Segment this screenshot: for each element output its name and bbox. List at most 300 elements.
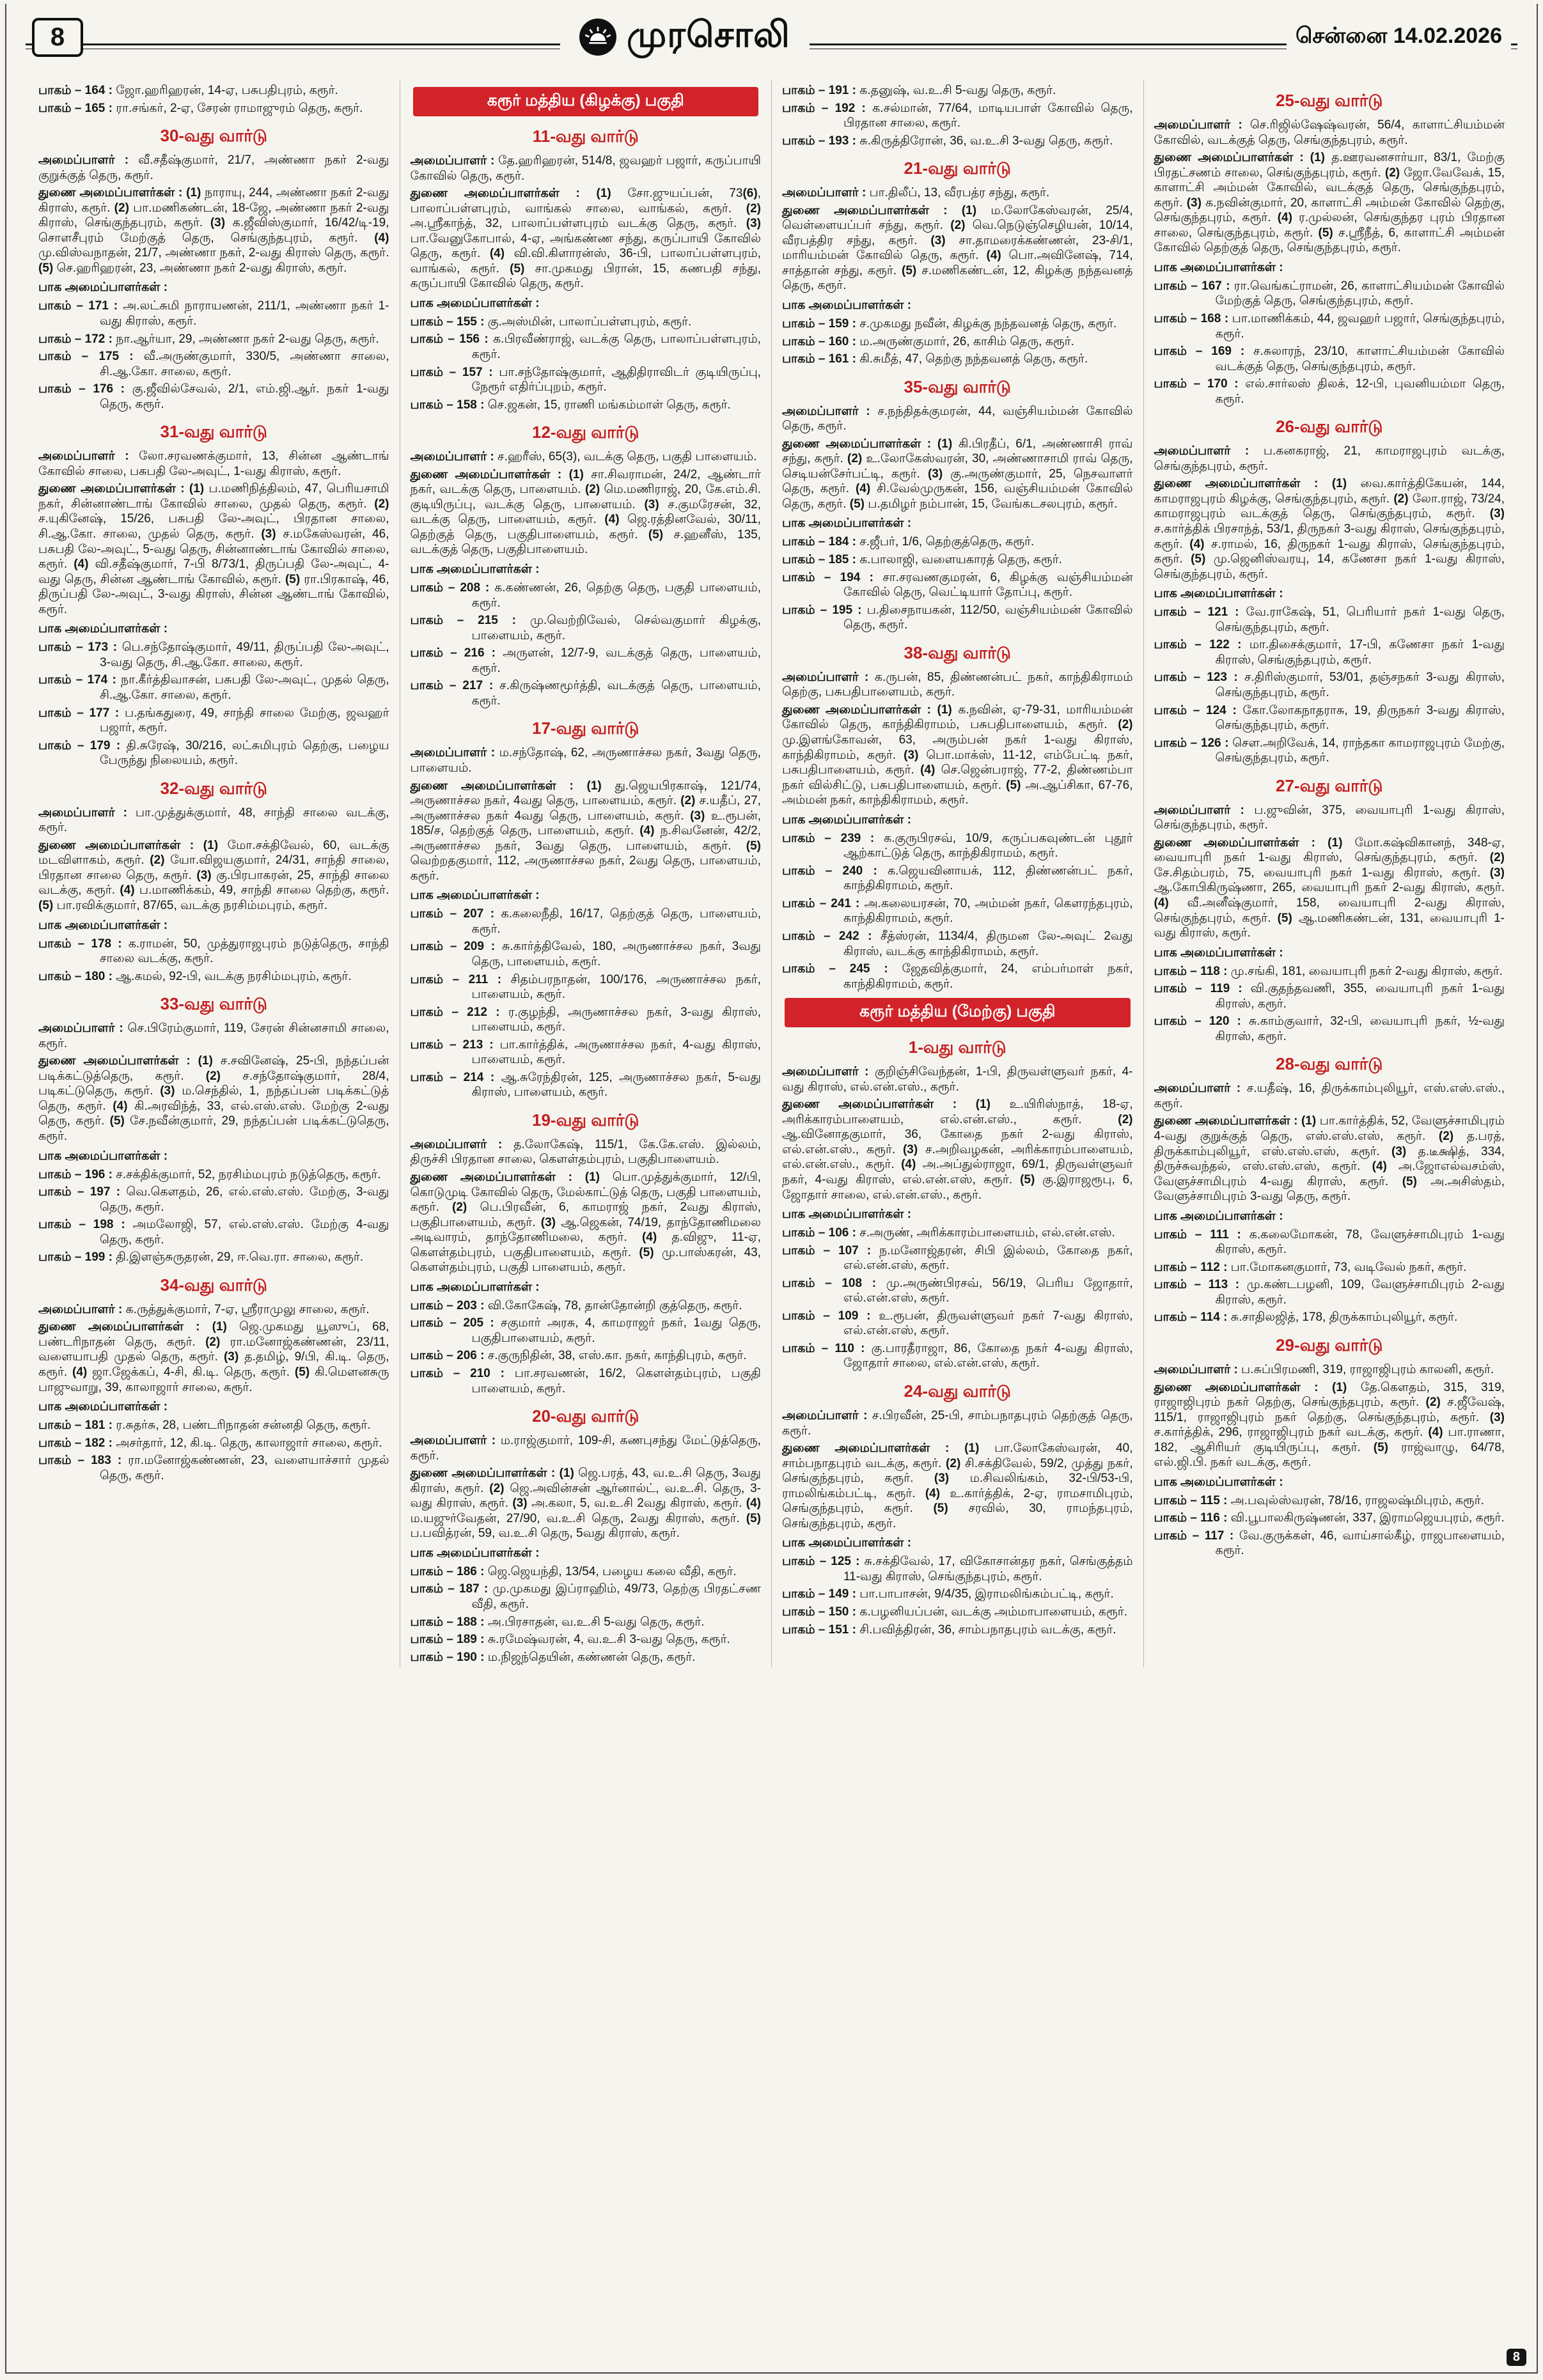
deputies-paragraph: துணை அமைப்பாளர்கள் : (1) து.ஜெயபிரகாஷ், 121/74, அருணாச்சல நகர், 4வது தெரு, பாளையம், கரூர். (2) ச.யதீப், 27, அருணாச்சல நகர் 4வது தெரு, பாளையம், கரூர். (3) உ.ரூபன், 185/ச, தெற்குத் தெரு, பாளையம், கரூர். (4) ந.சிவனேன், 42/2, அருணாச்சல நகர், 3வது தெரு, பாளையம், கரூர். (5) வெற்றதகுமார், 112, அருணாச்சல நகர், 2வது தெரு, பாளையம், கரூர். <box>410 779 761 883</box>
part-number-label: பாகம் – 212 : <box>410 1005 508 1019</box>
deputy-index: (1) <box>1301 1114 1317 1128</box>
part-number-label: பாகம் – 188 : <box>410 1615 488 1629</box>
organizer-paragraph: அமைப்பாளர் : க.ருபன், 85, திண்ணன்பட் நகர், காந்திகிராமம் தெற்கு, பசுபதிபாளையம், கரூர். <box>782 670 1133 699</box>
part-number-label: பாகம் – 208 : <box>410 581 495 595</box>
ward-title: 24-வது வார்டு <box>904 1381 1011 1401</box>
deputy-index: (4) <box>120 883 135 898</box>
page-header <box>6 4 1537 70</box>
ward-section <box>782 1038 1133 1371</box>
part-number-label: பாகம் – 110 : <box>782 1341 872 1355</box>
ward-section <box>782 643 1133 992</box>
deputy-index: (2) <box>205 1069 221 1083</box>
part-number-label: பாகம் – 181 : <box>38 1419 116 1433</box>
part-number-label: பாகம் – 123 : <box>1154 671 1244 685</box>
part-entry: பாகம் – 196 : ச.சக்திக்குமார், 52, நரசிம்மபுரம் நடுத்தெரு, கரூர். <box>38 1167 381 1181</box>
part-number-label: பாகம் – 241 : <box>782 896 865 910</box>
ward-section <box>38 994 389 1265</box>
ward-title: 31-வது வார்டு <box>160 422 267 442</box>
part-number-label: பாகம் – 173 : <box>38 641 122 655</box>
part-entry: பாகம் – 214 : ஆ.சுரேந்திரன், 125, அருணாச்சல நகர், 5-வது கிராஸ், பாளையம், கரூர். <box>410 1070 761 1100</box>
part-number-label: பாகம் – 206 : <box>410 1349 488 1363</box>
news-column-4 <box>1143 81 1516 1667</box>
organizer-paragraph: அமைப்பாளர் : ச.யதீஷ், 16, திருக்காம்புலியூர், எஸ்.எஸ்.எஸ்., கரூர். <box>1154 1082 1505 1110</box>
deputy-index: (1) <box>198 1054 213 1068</box>
deputy-index: (2) <box>1118 1112 1133 1126</box>
part-number-label: பாகம் – 170 : <box>1154 377 1246 391</box>
part-entry: பாகம் – 216 : அருளன், 12/7-9, வடக்குத் தெரு, பாளையம், கரூர். <box>410 646 761 675</box>
ward-section <box>411 127 762 412</box>
deputy-index: (3) <box>1489 507 1505 521</box>
deputies-label: துணை அமைப்பாளர்கள் : <box>1154 477 1332 491</box>
deputy-index: (5) <box>1006 778 1021 792</box>
part-entry: பாகம் – 120 : சு.காம்குவார், 32-பி, வையாபுரி நகர், ½-வது கிராஸ், கரூர். <box>1154 1015 1505 1043</box>
part-entry: பாகம் – 199 : தி.இளஞ்சுருதரன், 29, ஈ.வெ.ரா. சாலை, கரூர். <box>38 1250 364 1264</box>
part-entry: பாகம் – 212 : ர.குழந்தி, அருணாச்சல நகர், 3-வது கிராஸ், பாளையம், கரூர். <box>410 1005 761 1034</box>
part-entry: பாகம் – 167 : ரா.வெங்கட்ராமன், 26, காளாட்சியம்மன் கோவில் மேற்குத் தெரு, செங்குந்தபுரம், கரூர். <box>1154 279 1505 308</box>
part-number-label: பாகம் – 171 : <box>38 299 123 313</box>
page-number: 8 <box>50 22 65 51</box>
part-entry: பாகம் – 182 : அசர்தார், 12, கி.டி. தெரு, காலாஜார் சாலை, கரூர். <box>38 1436 382 1450</box>
deputy-index: (3) <box>927 467 943 481</box>
part-entry: பாகம் – 157 : பா.சந்தோஷ்குமார், ஆதிதிராவிடர் குடியிருப்பு, நேரூர் எதிர்ப்புறம், கரூர். <box>410 365 762 394</box>
part-number-label: பாகம் – 180 : <box>38 969 116 983</box>
deputies-label: துணை அமைப்பாளர்கள் : <box>38 1320 212 1334</box>
deputy-index: (1) <box>586 779 602 793</box>
deputies-label: துணை அமைப்பாளர்கள் : <box>38 482 189 496</box>
ward-title: 29-வது வார்டு <box>1276 1335 1383 1355</box>
ward-section <box>782 159 1133 366</box>
part-entry: பாகம் – 123 : ச.திரிஸ்குமார், 53/01, தஞ்சநகர் 3-வது கிராஸ், செங்குந்தபுரம், கரூர். <box>1154 671 1505 699</box>
part-number-label: பாகம் – 185 : <box>782 553 860 567</box>
part-entry: பாகம் – 158 : செ.ஜகன், 15, ராணி மங்கம்மாள் தெரு, கரூர். <box>410 398 731 412</box>
part-entry: பாகம் – 107 : ந.மனோஜ்தரன், சிபி இல்லம், கோதை நகர், எல்.என்.எஸ், கரூர். <box>782 1243 1133 1273</box>
deputy-index: (4) <box>74 557 89 572</box>
page-number-box <box>32 18 83 57</box>
part-entry: பாகம் – 125 : சு.சக்திவேல், 17, விகோசான்தர நகர், செங்குத்தம் 11-வது கிராஸ், செங்குந்தபுரம், கரூர். <box>782 1555 1133 1583</box>
part-entry: பாகம் – 215 : மு.வெற்றிவேல், செல்வகுமார் கிழக்கு, பாளையம், கரூர். <box>410 614 762 642</box>
part-entry: பாகம் – 115 : அ.பவுல்ஸ்வரன், 78/16, ராஜலஷ்மிபுரம், கரூர். <box>1154 1493 1484 1507</box>
deputy-index: (5) <box>38 898 54 912</box>
deputy-index: (2) <box>150 853 165 867</box>
part-entry: பாகம் – 210 : பா.சரவணன், 16/2, கௌள்தம்புரம், பகுதி பாளையம், கரூர். <box>410 1367 761 1396</box>
deputies-paragraph: துணை அமைப்பாளர்கள் : (1) சா.சிவராமன், 24/2, ஆண்டார் நகர், வடக்கு தெரு, பாளையம். (2) மெ.மணிராஜ், 20, கே.எம்.சி. குடியிருப்பு, வடக்கு தெரு, பாளையம். (3) ச.குமரேசன், 32, வடக்கு தெரு, பாளையம், கரூர். (4) ஜெ.ரத்தினவேல், 30/11, தெற்குத் தெரு, பகுதிபாளையம், கரூர். (5) ச.ஹனீஸ், 135, வடக்குத் தெரு, பகுதிபாளையம். <box>410 467 762 557</box>
deputy-index: (1) <box>189 482 205 496</box>
deputies-paragraph: துணை அமைப்பாளர்கள் : (1) கி.பிரதீப், 6/1, அண்ணாசி ராவ் சந்து, கரூர். (2) உ.லோகேஸ்வரன், 30, அண்ணாசாமி ராவ் தெரு, செடியன்சேர்பட்டி, கரூர். (3) கு.அருண்குமார், 25, நெசவாளர் தெரு, கரூர். (4) சி.வேல்முருகன், 156, வஞ்சியம்மன் கோவில் தெரு, கரூர். (5) ப.தமிழர் நம்பான், 15, வேங்கடசலபுரம், கரூர். <box>782 437 1133 511</box>
part-number-label: பாகம் – 192 : <box>782 101 873 115</box>
deputy-index: (3) <box>934 1472 950 1486</box>
part-entry: பாகம் – 213 : பா.கார்த்திக், அருணாச்சல நகர், 4-வது கிராஸ், பாளையம், கரூர். <box>410 1038 761 1067</box>
organizer-paragraph: அமைப்பாளர் : ப.சுப்பிரமணி, 319, ராஜாஜிபுரம் காலனி, கரூர். <box>1154 1363 1494 1376</box>
part-entry: பாகம் – 118 : மு.சங்கி, 181, வையாபுரி நகர் 2-வது கிராஸ், கரூர். <box>1154 964 1503 978</box>
ward-title: 20-வது வார்டு <box>532 1406 639 1426</box>
deputies-paragraph: துணை அமைப்பாளர்கள் : (1) ஜெ.பரத், 43, வ.உ.சி தெரு, 3வது கிராஸ், கரூர். (2) ஜெ.அவின்சன் ஆர்னால்ட், வ.உ.சி. தெரு, 3-வது கிராஸ், கரூர். (3) அ.கலா, 5, வ.உ.சி 2வது கிராஸ், கரூர். (4) ம.யஜுர்வேதன், 27/90, வ.உ.சி தெரு, 2வது கிராஸ், கரூர். (5) ப.பவித்ரன், 59, வ.உ.சி தெரு, 5வது கிராஸ், கரூர். <box>410 1466 761 1541</box>
part-entry: பாகம் – 172 : நா.ஆர்யா, 29, அண்ணா நகர் 2-வது தெரு, கரூர். <box>38 332 379 346</box>
deputies-label: துணை அமைப்பாளர்கள் : <box>38 838 203 852</box>
part-number-label: பாகம் – 198 : <box>38 1218 133 1232</box>
part-number-label: பாகம் – 174 : <box>38 673 121 687</box>
part-number-label: பாகம் – 196 : <box>38 1167 116 1181</box>
ward-section <box>411 1110 762 1396</box>
part-entry: பாகம் – 122 : மா.திசைக்குமார், 17-பி, கணேசா நகர் 1-வது கிராஸ், செங்குந்தபுரம், கரூர். <box>1154 638 1505 667</box>
deputy-index: (5) <box>1318 226 1333 240</box>
part-entry: பாகம் – 192 : க.சல்மான், 77/64, மாடியபாள் கோவில் தெரு, பிரதான சாலை, கரூர். <box>782 101 1133 130</box>
deputies-paragraph: துணை அமைப்பாளர்கள் : (1) ம.லோகேஸ்வரன், 25/4, வெள்ளையப்பர் சந்து, கரூர். (2) வெ.நெடுஞ்செழியன், 10/14, வீரபத்திர சந்து, கரூர். (3) சா.தாமரைக்கண்ணன், 23-சி/1, மாரியம்மன் கோவில் தெரு, கரூர். (4) பொ.அவினேஷ், 714, சாத்தான் சந்து, கரூர். (5) ச.மணிகண்டன், 12, கிழக்கு நந்தவனத் தெரு, கரூர். <box>782 203 1133 293</box>
deputy-index: (4) <box>920 763 936 777</box>
news-column-1 <box>28 81 400 1667</box>
organizer-label: அமைப்பாளர் : <box>782 1409 872 1422</box>
ward-title: 32-வது வார்டு <box>160 778 267 798</box>
ward-title: 28-வது வார்டு <box>1276 1054 1383 1074</box>
part-number-label: பாகம் – 207 : <box>410 907 501 921</box>
organizer-paragraph: அமைப்பாளர் : செ.ரிஜில்ஷேஷ்வரன், 56/4, காளாட்சியம்மன் கோவில், வடக்குத் தெரு, செங்குந்தபுரம், கரூர். <box>1154 118 1505 147</box>
deputy-index: (4) <box>113 1099 128 1113</box>
booth-organizers-label: பாக அமைப்பாளர்கள் : <box>410 889 540 903</box>
part-number-label: பாகம் – 183 : <box>38 1454 129 1468</box>
part-number-label: பாகம் – 182 : <box>38 1436 116 1450</box>
deputies-paragraph: துணை அமைப்பாளர்கள் : (1) பா.கார்த்திக், 52, வேளுச்சாமிபுரம் 4-வது குறுக்குத் தெரு, எஸ்.எஸ்.எஸ், கரூர். (2) த.பரத், திருக்காம்புலியூர், எஸ்.எஸ்.எஸ், கரூர். (3) த.டீக்ஷித், 334, திருச்சுவந்தல், எஸ்.எஸ்.எஸ், கரூர். (4) அ.ஜோஎல்வசம்ஸ், வேளுச்சாமிபுரம் 4-வது கிராஸ், கரூர். (5) அ.அசிஸ்தம், வேளுச்சாமிபுரம் 3-வது தெரு, கரூர். <box>1154 1114 1505 1204</box>
part-entry: பாகம் – 109 : உ.ரூபன், திருவள்ளுவர் நகர் 7-வது கிராஸ், எல்.என்.எஸ், கரூர். <box>782 1309 1133 1338</box>
deputies-paragraph: துணை அமைப்பாளர்கள் : (1) நாராயு, 244, அண்ணா நகர் 2-வது கிராஸ், கரூர். (2) பா.மணிகண்டன், 18-ஜே, அண்ணா நகர் 2-வது கிராஸ், செங்குந்தபுரம், கரூர். (3) க.ஜீவிஸ்குமார், 16/42/டி-19, சொளசீபுரம் மேற்குத் தெரு, செங்குந்தபுரம், கரூர். (4) மு.விஸ்வநாதன், 21/7, அண்ணா நகர், 2-வது கிராஸ் தெரு, கரூர். (5) செ.ஹரிஹரன், 23, அண்ணா நகர் 2-வது கிராஸ், கரூர். <box>38 186 389 275</box>
part-entry: பாகம் – 116 : வி.பூபாலகிருஷ்ணன், 337, இராமஜெயபுரம், கரூர். <box>1154 1511 1505 1525</box>
deputy-index: (3) <box>930 233 946 247</box>
part-number-label: பாகம் – 108 : <box>782 1276 886 1290</box>
part-number-label: பாகம் – 106 : <box>782 1226 860 1240</box>
deputy-index: (6) <box>742 187 758 201</box>
part-entry: பாகம் – 169 : ச.சுலாரந், 23/10, காளாட்சியம்மன் கோவில் வடக்குத் தெரு, செங்குந்தபுரம், கரூர். <box>1154 345 1505 373</box>
deputy-index: (1) <box>1328 836 1343 850</box>
organizer-paragraph: அமைப்பாளர் : குறிஞ்சிவேந்தன், 1-பி, திருவள்ளுவர் நகர், 4-வது கிராஸ், எல்.என்.எஸ்., கரூர். <box>782 1065 1133 1094</box>
ward-section <box>782 1381 1133 1637</box>
ward-section <box>1154 417 1505 765</box>
deputy-index: (2) <box>374 497 389 511</box>
organizer-paragraph: அமைப்பாளர் : க.ருத்துக்குமார், 7-ஏ, ஸ்ரீராமுலு சாலை, கரூர். <box>38 1302 370 1316</box>
organizer-paragraph: அமைப்பாளர் : த.லோகேஷ், 115/1, கே.கே.எஸ். இல்லம், திருச்சி பிரதான சாலை, கௌள்தம்புரம், பகுதிபாளையம். <box>410 1137 761 1167</box>
part-entry: பாகம் – 108 : மு.அருண்பிரசவ், 56/19, பெரிய ஜோதார், எல்.என்.எஸ், கரூர். <box>782 1276 1133 1305</box>
booth-organizers-label: பாக அமைப்பாளர்கள் : <box>38 918 168 932</box>
booth-organizers-label: பாக அமைப்பாளர்கள் : <box>782 1536 912 1550</box>
organizer-label: அமைப்பாளர் : <box>38 1022 128 1036</box>
part-number-label: பாகம் – 239 : <box>782 831 884 845</box>
deputy-index: (4) <box>1372 1160 1387 1174</box>
part-number-label: பாகம் – 126 : <box>1154 736 1233 750</box>
ward-title: 30-வது வார்டு <box>160 126 267 146</box>
part-entry: பாகம் – 160 : ம.அருண்குமார், 26, காசிம் தெரு, கரூர். <box>782 334 1074 348</box>
organizer-label: அமைப்பாளர் : <box>410 746 499 760</box>
deputy-index: (3) <box>644 497 659 511</box>
deputy-index: (2) <box>946 1456 961 1470</box>
footer-page-number: 8 <box>1507 2349 1526 2366</box>
columns-area <box>6 70 1537 1703</box>
deputies-paragraph: துணை அமைப்பாளர்கள் : (1) ச.சவினேஷ், 25-பி, நந்தப்பன் படிக்கட்டுத்தெரு, கரூர். (2) ச.சந்தோஷ்குமார், 28/4, படிகட்டுதெரு, கரூர். (3) ம.செந்தில், 1, நந்தப்பன் படிக்கட்டுத் தெரு, கரூர். (4) கி.அரவிந்த், 33, எல்.எஸ்.எஸ். மேற்கு 2-வது தெரு, கரூர். (5) சே.நவீன்குமார், 29, நந்தப்பன் படிக்கட்டுதெரு, கரூர். <box>38 1054 389 1143</box>
part-entry: பாகம் – 119 : வி.குதந்தவணி, 355, வையாபுரி நகர் 1-வது கிராஸ், கரூர். <box>1154 982 1505 1011</box>
deputy-index: (1) <box>186 186 201 200</box>
part-number-label: பாகம் – 210 : <box>410 1367 515 1380</box>
deputy-index: (2) <box>1425 1396 1441 1410</box>
part-number-label: பாகம் – 197 : <box>38 1185 127 1199</box>
ward-title: 19-வது வார்டு <box>532 1110 639 1130</box>
deputies-label: துணை அமைப்பாளர்கள் : <box>410 779 587 793</box>
deputy-index: (4) <box>639 824 655 838</box>
part-number-label: பாகம் – 213 : <box>410 1038 500 1052</box>
part-entry: பாகம் – 197 : வெ.கௌதம், 26, எல்.எஸ்.எஸ். மேற்கு, 3-வது தெரு, கரூர். <box>38 1185 389 1214</box>
masthead-rising-sun-icon <box>579 19 616 56</box>
deputy-index: (3) <box>1489 866 1505 880</box>
part-number-label: பாகம் – 118 : <box>1154 964 1231 978</box>
part-number-label: பாகம் – 151 : <box>782 1622 860 1637</box>
ward-section <box>411 1406 762 1665</box>
part-number-label: பாகம் – 117 : <box>1154 1528 1239 1543</box>
part-entry: பாகம் – 176 : கு.ஜீவில்சேவல், 2/1, எம்.ஜி.ஆர். நகர் 1-வது தெரு, கரூர். <box>38 382 389 411</box>
booth-organizers-label: பாக அமைப்பாளர்கள் : <box>1154 1475 1283 1489</box>
deputy-index: (2) <box>1384 166 1400 180</box>
deputies-label: துணை அமைப்பாளர்கள் : <box>782 437 937 451</box>
part-number-label: பாகம் – 193 : <box>782 134 860 148</box>
ward-section <box>411 719 762 1100</box>
deputies-label: துணை அமைப்பாளர்கள் : <box>410 187 597 201</box>
part-number-label: பாகம் – 161 : <box>782 352 860 366</box>
organizer-label: அமைப்பாளர் : <box>38 153 139 167</box>
part-entry: பாகம் – 186 : ஜெ.ஜெயந்தி, 13/54, பழைய கலை வீதி, கரூர். <box>410 1564 737 1578</box>
deputies-label: துணை அமைப்பாளர்கள் : <box>38 186 187 200</box>
part-entry: பாகம் – 239 : க.குருபிரசவ், 10/9, கருப்பகவுண்டன் புதூர் ஆற்காட்டுத் தெரு, காந்திகிராமம், கரூர். <box>782 831 1133 860</box>
organizer-label: அமைப்பாளர் : <box>1154 803 1255 817</box>
part-number-label: பாகம் – 209 : <box>410 940 502 954</box>
deputies-paragraph: துணை அமைப்பாளர்கள் : (1) க.நவின், ஏ-79-31, மாரியம்மன் கோவில் தெரு, காந்திகிராமம், பசுபதிபாளையம், கரூர். (2) மு.இளங்கோவன், 63, அரும்பன் நகர் 1-வது கிராஸ், காந்திகிராமம், கரூர். (3) பொ.மாக்ஸ், 11-12, எம்பேட்டி நகர், பசுபதிபாளையம், கரூர். (4) செ.ஜென்பராஜ், 77-2, திண்ணம்பா நகர் வில்சிட்டு, பசுபதிபாளையம், கரூர். (5) அ.ஆப்சிகா, 67-76, அம்மன் நகர், காந்திகிராமம், கரூர். <box>782 703 1133 807</box>
deputy-index: (5) <box>746 1511 761 1525</box>
part-entry: பாகம் – 189 : சு.ரமேஷ்வரன், 4, வ.உ.சி 3-வது தெரு, கரூர். <box>410 1633 730 1647</box>
part-number-label: பாகம் – 164 : <box>38 84 116 97</box>
part-entry: பாகம் – 240 : க.ஜெயவினாயக், 112, திண்ணன்பட் நகர், காந்திகிராமம், கரூர். <box>782 864 1133 893</box>
deputy-index: (4) <box>72 1365 88 1379</box>
part-number-label: பாகம் – 190 : <box>410 1650 488 1664</box>
part-number-label: பாகம் – 217 : <box>410 679 500 693</box>
part-number-label: பாகம் – 113 : <box>1154 1278 1247 1292</box>
part-number-label: பாகம் – 122 : <box>1154 638 1249 652</box>
deputy-index: (4) <box>1154 896 1169 910</box>
part-number-label: பாகம் – 149 : <box>782 1587 860 1601</box>
organizer-label: அமைப்பாளர் : <box>1154 444 1264 458</box>
deputy-index: (4) <box>604 513 620 527</box>
deputy-index: (4) <box>986 249 1001 263</box>
organizer-label: அமைப்பாளர் : <box>38 1302 126 1316</box>
ward-section <box>38 422 389 768</box>
booth-organizers-label: பாக அமைப்பாளர்கள் : <box>38 1400 168 1414</box>
deputy-index: (1) <box>937 703 952 717</box>
organizer-paragraph: அமைப்பாளர் : செ.பிரேம்குமார், 119, சேரன் சின்னசாமி சாலை, கரூர். <box>38 1022 389 1050</box>
deputy-index: (3) <box>1186 196 1202 210</box>
part-entry: பாகம் – 161 : கி.சுமீத், 47, தெற்கு நந்தவனத் தெரு, கரூர். <box>782 352 1088 366</box>
deputy-index: (3) <box>902 1142 918 1156</box>
part-number-label: பாகம் – 214 : <box>410 1070 501 1084</box>
deputies-label: துணை அமைப்பாளர்கள் : <box>38 1054 198 1068</box>
part-entry: பாகம் – 191 : க.தனுஷ், வ.உ.சி 5-வது தெரு, கரூர். <box>782 84 1056 97</box>
deputy-index: (3) <box>196 868 212 882</box>
part-entry: பாகம் – 124 : கோ.லோகநாதராசு, 19, திருநகர் 3-வது கிராஸ், செங்குந்தபுரம், கரூர். <box>1154 703 1505 733</box>
part-entry: பாகம் – 183 : ரா.மனோஜ்கண்ணன், 23, வளையாச்சார் முதல் தெரு, கரூர். <box>38 1454 389 1482</box>
part-number-label: பாகம் – 158 : <box>410 398 488 412</box>
ward-title: 35-வது வார்டு <box>904 377 1011 396</box>
organizer-label: அமைப்பாளர் : <box>782 670 875 684</box>
deputies-paragraph: துணை அமைப்பாளர்கள் : (1) த.ஊரவனசார்யா, 83/1, மேற்கு பிரதட்சணம் சாலை, செங்குந்தபுரம், கரூர். (2) ஜோ.வேவேக், 15, காளாட்சி அம்மன் கோவில், வடக்குத் தெரு, செங்குந்தபுரம், கரூர். (3) க.நவின்குமார், 20, காளாட்சி அம்மன் கோவில் தெற்கு, செங்குந்தபுரம், கரூர். (4) ர.முல்லன், செங்குந்தர புரம் பிரதான சாலை, செங்குந்தபுரம், கரூர். (5) ச.ஸ்ரீநீத், 6, காளாட்சி அம்மன் கோவில் தெற்குத் தெரு, செங்குந்தபுரம், கரூர். <box>1154 151 1505 255</box>
part-number-label: பாகம் – 184 : <box>782 535 860 549</box>
part-number-label: பாகம் – 121 : <box>1154 605 1246 619</box>
deputies-label: துணை அமைப்பாளர்கள் : <box>410 1466 560 1481</box>
part-entry: பாகம் – 171 : அ.லட்சுமி நாராயணன், 211/1, அண்ணா நகர் 1-வது கிராஸ், கரூர். <box>38 299 389 329</box>
booth-organizers-label: பாக அமைப்பாளர்கள் : <box>410 1280 540 1294</box>
deputies-paragraph: துணை அமைப்பாளர்கள் : (1) பொ.முத்துக்குமார், 12/பி, கொடுமுடி கோவில் தெரு, மேல்காட்டுத் தெரு, பகுதி பாளையம், கரூர். (2) பெ.பிரவீன், 6, காமராஜ் நகர், 2வது கிராஸ், பகுதிபாளையம், கரூர். (3) ஆ.ஜெகன், 74/19, தாந்தோணிமலை அடிவாரம், தாந்தோணிமலை, கரூர். (4) த.விஜு, 11-ஏ, கௌள்தம்புரம், பகுதிபாளையம், கரூர். (5) மு.பாஸ்கரன், 43, கௌள்தம்புரம், பகுதி பாளையம், கரூர். <box>410 1170 761 1275</box>
part-number-label: பாகம் – 215 : <box>410 614 530 628</box>
part-number-label: பாகம் – 159 : <box>782 317 860 331</box>
part-number-label: பாகம் – 169 : <box>1154 345 1254 359</box>
part-entry: பாகம் – 208 : க.கண்ணன், 26, தெற்கு தெரு, பகுதி பாளையம், கரூர். <box>410 581 761 610</box>
part-entry: பாகம் – 211 : சிதம்பரநாதன், 100/176, அருணாச்சல நகர், பாளையம், கரூர். <box>410 972 761 1002</box>
part-entry: பாகம் – 193 : சு.கிருத்திரோன், 36, வ.உ.சி 3-வது தெரு, கரூர். <box>782 134 1113 148</box>
deputy-index: (2) <box>950 219 966 233</box>
part-number-label: பாகம் – 156 : <box>410 332 494 346</box>
organizer-paragraph: அமைப்பாளர் : ப.ஜுவின், 375, வையாபுரி 1-வது கிராஸ், செங்குந்தபுரம், கரூர். <box>1154 803 1505 832</box>
part-entry: பாகம் – 245 : ஜேதவித்குமார், 24, எம்பர்மாள் நகர், காந்திகிராமம், கரூர். <box>782 962 1133 991</box>
deputy-index: (5) <box>933 1502 948 1516</box>
part-entry: பாகம் – 178 : க.ராமன், 50, முத்துராஜபுரம் நடுத்தெரு, சாந்தி சாலை வடக்கு, கரூர். <box>38 937 389 966</box>
deputies-paragraph: துணை அமைப்பாளர்கள் : (1) ஜெ.முகமது யூஸுப், 68, பண்டரிநாதன் தெரு, கரூர். (2) ரா.மனோஜ்கண்ணன், 23/11, வளையாபதி முதல் தெரு, கரூர். (3) த.தமிழ், 9/பி, கி.டி. தெரு, கரூர். (4) ஜா.ஜேக்கப், 4-சி, கி.டி. தெரு, கரூர். (5) கி.மௌனசுரு பாஜுவாறு, 39, காலாஜார் சாலை, கரூர். <box>38 1320 389 1394</box>
part-entry: பாகம் – 149 : பா.பாபாசன், 9/4/35, இராமலிங்கம்பட்டி, கரூர். <box>782 1587 1114 1601</box>
ward-title: 21-வது வார்டு <box>904 159 1011 178</box>
part-entry: பாகம் – 170 : எல்.சார்லஸ் திலக், 12-பி, புவனியம்மா தெரு, கரூர். <box>1154 377 1505 406</box>
deputy-index: (5) <box>1277 911 1292 925</box>
ward-title: 27-வது வார்டு <box>1276 775 1383 795</box>
part-entry: பாகம் – 126 : சௌ.அறிவேக், 14, ராந்தகா காமராஜபுரம் மேற்கு, செங்குந்தபுரம், கரூர். <box>1154 736 1505 765</box>
part-number-label: பாகம் – 157 : <box>410 365 499 379</box>
deputy-index: (5) <box>648 527 664 541</box>
part-number-label: பாகம் – 150 : <box>782 1605 860 1619</box>
part-entry: பாகம் – 180 : ஆ.கமல், 92-பி, வடக்கு நரசிம்மபுரம், கரூர். <box>38 969 352 983</box>
part-entry: பாகம் – 112 : பா.மோகனகுமார், 73, வடிவேல் நகர், கரூர். <box>1154 1260 1467 1274</box>
organizer-label: அமைப்பாளர் : <box>410 1137 514 1151</box>
part-entry: பாகம் – 194 : சா.சரவணகுமரன், 6, கிழக்கு வஞ்சியம்மன் கோவில் தெரு, வெட்டியார் தோப்பு, கரூர். <box>782 570 1133 600</box>
deputy-index: (4) <box>489 247 505 261</box>
deputy-index: (3) <box>904 748 919 762</box>
organizer-label: அமைப்பாளர் : <box>410 1434 501 1448</box>
part-entry: பாகம் – 113 : மு.கண்டபழனி, 109, வேளுச்சாமிபுரம் 2-வது கிராஸ், கரூர். <box>1154 1278 1505 1307</box>
organizer-paragraph: அமைப்பாளர் : ச.பிரவீன், 25-பி, சாம்பநாதபுரம் தெற்குத் தெரு, கரூர். <box>782 1409 1133 1438</box>
deputy-index: (2) <box>680 794 696 808</box>
part-entry: பாகம் – 241 : அ.கலையரசன், 70, அம்மன் நகர், கௌரந்தபுரம், காந்திகிராமம், கரூர். <box>782 896 1133 926</box>
organizer-label: அமைப்பாளர் : <box>1154 1363 1242 1376</box>
deputies-label: துணை அமைப்பாளர்கள் : <box>410 467 569 481</box>
organizer-paragraph: அமைப்பாளர் : ப.கனகராஜ், 21, காமராஜபுரம் வடக்கு, செங்குந்தபுரம், கரூர். <box>1154 444 1505 473</box>
deputy-index: (1) <box>559 1466 574 1481</box>
deputy-index: (4) <box>925 1486 941 1500</box>
ward-title: 1-வது வார்டு <box>908 1038 1006 1057</box>
deputy-index: (2) <box>1489 851 1505 865</box>
booth-organizers-label: பாக அமைப்பாளர்கள் : <box>38 1149 168 1163</box>
booth-organizers-label: பாக அமைப்பாளர்கள் : <box>1154 1209 1283 1223</box>
ward-section <box>38 779 389 984</box>
ward-title: 12-வது வார்டு <box>532 423 639 442</box>
part-entry: பாகம் – 110 : கு.பாரதீராஜா, 86, கோதை நகர் 4-வது கிராஸ், ஜோதார் சாலை, எல்.என்.எஸ், கரூர். <box>782 1341 1133 1371</box>
deputy-index: (1) <box>961 203 977 217</box>
booth-organizers-label: பாக அமைப்பாளர்கள் : <box>38 622 168 636</box>
deputy-index: (5) <box>109 1114 125 1128</box>
part-entry: பாகம் – 190 : ம.நிஜந்தெயின், கண்ணன் தெரு, கரூர். <box>410 1650 696 1664</box>
part-number-label: பாகம் – 119 : <box>1154 982 1251 996</box>
deputy-index: (1) <box>964 1442 980 1456</box>
part-entry: பாகம் – 175 : வீ.அருண்குமார், 330/5, அண்ணா சாலை, சி.ஆ.கோ. சாலை, கரூர். <box>38 350 389 378</box>
deputy-index: (5) <box>849 497 865 511</box>
deputy-index: (5) <box>902 263 917 277</box>
deputy-index: (3) <box>160 1084 175 1098</box>
deputies-label: துணை அமைப்பாளர்கள் : <box>1154 1114 1301 1128</box>
part-entry: பாகம் – 174 : நா.கீர்த்திவாசன், பசுபதி லே-அவுட், முதல் தெரு, சி.ஆ.கோ. சாலை, கரூர். <box>38 673 389 702</box>
deputy-index: (4) <box>901 1158 916 1172</box>
part-number-label: பாகம் – 211 : <box>410 972 511 986</box>
deputy-index: (3) <box>1489 1410 1505 1424</box>
part-number-label: பாகம் – 191 : <box>782 84 860 97</box>
deputy-index: (4) <box>1428 1426 1443 1440</box>
part-number-label: பாகம் – 109 : <box>782 1309 879 1323</box>
deputies-paragraph: துணை அமைப்பாளர்கள் : (1) வை.கார்த்திகேயன், 144, காமராஜபுரம் கிழக்கு, செங்குந்தபுரம், கரூர். (2) லோ.ராஜ், 73/24, காமராஜபுரம் வடக்குத் தெரு, செங்குந்தபுரம், கரூர். (3) ச.கார்த்திக் பிரசாந்த், 53/1, திருநகர் 3-வது கிராஸ், செங்குந்தபுரம், கரூர். (4) ச.ராமல், 16, திருநகர் 1-வது கிராஸ், செங்குந்தபுரம், கரூர். (5) மு.ஜெனிஸ்வரயு, 14, கணேசா நகர் 1-வது கிராஸ், செங்குந்தபுரம், கரூர். <box>1154 477 1505 581</box>
section-banner: கரூர் மத்திய (கிழக்கு) பகுதி <box>413 87 759 116</box>
deputy-index: (4) <box>746 1497 761 1511</box>
part-entry: பாகம் – 156 : க.பிரவீண்ராஜ், வடக்கு தெரு, பாலாப்பள்ளபுரம், கரூர். <box>410 332 762 362</box>
deputy-index: (5) <box>510 261 525 276</box>
deputy-index: (5) <box>1402 1174 1417 1188</box>
part-entry: பாகம் – 165 : ரா.சங்கர், 2-ஏ, சேரன் ராமாஜுரம் தெரு, கரூர். <box>38 101 363 115</box>
booth-organizers-label: பாக அமைப்பாளர்கள் : <box>782 517 912 531</box>
part-number-label: பாகம் – 240 : <box>782 864 888 878</box>
deputy-index: (3) <box>210 216 226 230</box>
booth-organizers-label: பாக அமைப்பாளர்கள் : <box>782 299 912 313</box>
part-number-label: பாகம் – 199 : <box>38 1250 116 1264</box>
deputy-index: (1) <box>1331 477 1347 491</box>
organizer-paragraph: அமைப்பாளர் : பா.முத்துக்குமார், 48, சாந்தி சாலை வடக்கு, கரூர். <box>38 805 389 835</box>
ward-section <box>1154 91 1505 407</box>
deputy-index: (3) <box>540 1215 556 1229</box>
part-entry: பாகம் – 217 : ச.கிருஷ்ணமூர்த்தி, வடக்குத் தெரு, பாளையம், கரூர். <box>410 679 761 708</box>
deputy-index: (1) <box>203 838 219 852</box>
deputy-index: (2) <box>1118 718 1133 732</box>
part-entry: பாகம் – 173 : பெ.சந்தோஷ்குமார், 49/11, திருப்பதி லே-அவுட், 3-வது தெரு, சி.ஆ.கோ. சாலை, கரூர். <box>38 641 389 669</box>
organizer-paragraph: அமைப்பாளர் : ச.ஹரீஸ், 65(3), வடக்கு தெரு, பகுதி பாளையம். <box>410 450 757 464</box>
dateline: சென்னை 14.02.2026 <box>1287 24 1511 51</box>
organizer-paragraph: அமைப்பாளர் : பா.திலீப், 13, வீரபத்ர சந்து, கரூர். <box>782 186 1050 200</box>
organizer-label: அமைப்பாளர் : <box>782 1065 875 1079</box>
part-number-label: பாகம் – 242 : <box>782 929 881 943</box>
ward-section <box>782 377 1133 633</box>
ward-section <box>411 423 762 708</box>
deputies-paragraph: துணை அமைப்பாளர்கள் : (1) உ.யிரிஸ்நாத், 18-ஏ, அரிக்காரம்பாளையம், எல்.என்.எஸ்., கரூர். (2) ஆ.வினோதகுமார், 36, கோதை நகர் 2-வது கிராஸ், எல்.என்.எஸ்., கரூர். (3) ச.அறிவழகன், அரிக்காரம்பாளையம், எல்.என்.எஸ்., கரூர். (4) அ.அப்துல்ராஜா, 69/1, திருவள்ளுவர் நகர், 4-வது கிராஸ், எல்.என்.எஸ், கரூர். (5) கு.இராஜரூபு, 6, ஜோதார் சாலை, எல்.என்.எஸ்., கரூர். <box>782 1098 1133 1202</box>
organizer-paragraph: அமைப்பாளர் : ச.நந்திதக்குமரன், 44, வஞ்சியம்மன் கோவில் தெரு, கரூர். <box>782 404 1133 433</box>
part-number-label: பாகம் – 194 : <box>782 570 883 584</box>
ward-title: 38-வது வார்டு <box>904 642 1011 662</box>
organizer-paragraph: அமைப்பாளர் : லோ.சரவணக்குமார், 13, சின்ன ஆண்டாங் கோவில் சாலை, பசுபதி லே-அவுட், 1-வது கிராஸ், கரூர். <box>38 449 389 478</box>
part-number-label: பாகம் – 168 : <box>1154 312 1232 326</box>
part-number-label: பாகம் – 176 : <box>38 382 132 396</box>
deputy-index: (2) <box>489 1481 505 1495</box>
deputies-label: துணை அமைப்பாளர்கள் : <box>782 703 937 717</box>
deputies-paragraph: துணை அமைப்பாளர்கள் : (1) பா.லோகேஸ்வரன், 40, சாம்பநாதபுரம் வடக்கு, கரூர். (2) சி.சக்திவேல், 59/2, முத்து நகர், செங்குந்தபுரம், கரூர். (3) ம.சிவலிங்கம், 32-பி/53-பி, ராமலிங்கம்பட்டி, கரூர். (4) உ.கார்த்திக், 2-ஏ, ராமசாமிபுரம், செங்குந்தபுரம், கரூர். (5) சரவில், 30, ராமந்தபுரம், செங்குந்தபுரம், கரூர். <box>782 1442 1133 1530</box>
deputy-index: (1) <box>212 1320 227 1334</box>
part-entry: பாகம் – 184 : ச.ஜீபர், 1/6, தெற்குத்தெரு, கரூர். <box>782 535 1035 549</box>
booth-organizers-label: பாக அமைப்பாளர்கள் : <box>38 281 168 295</box>
booth-organizers-label: பாக அமைப்பாளர்கள் : <box>1154 260 1283 274</box>
booth-organizers-label: பாக அமைப்பாளர்கள் : <box>1154 587 1283 601</box>
part-entry: பாகம் – 205 : சகுமார் அரசு, 4, காமராஜர் நகர், 1வது தெரு, பகுதிபாளையம், கரூர். <box>410 1316 761 1345</box>
deputy-index: (2) <box>584 483 600 497</box>
part-number-label: பாகம் – 167 : <box>1154 279 1234 293</box>
ward-title: 26-வது வார்டு <box>1276 417 1383 437</box>
part-number-label: பாகம் – 120 : <box>1154 1015 1249 1029</box>
